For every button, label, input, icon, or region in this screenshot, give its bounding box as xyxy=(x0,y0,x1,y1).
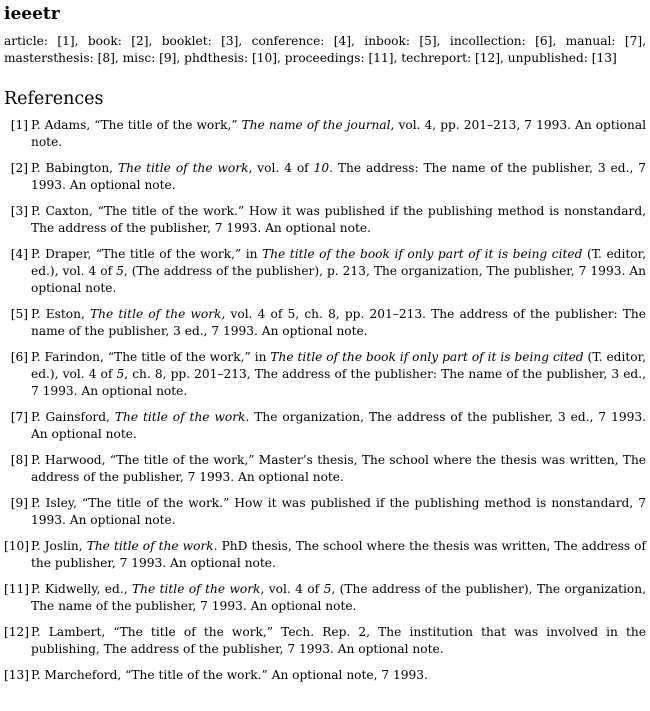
reference-number: [9] xyxy=(10,496,28,510)
reference-segment: P. Babington, xyxy=(31,161,118,175)
reference-number: [2] xyxy=(10,161,28,175)
reference-item xyxy=(4,160,646,194)
citations-line: article: [1], book: [2], booklet: [3], conference: [4], inbook: [5], incollection: [6], manual: [7], mastersthesis: [8], misc: [9], phdthesis: [10], proceedings: [11], techreport: [12], unpublished: [13] xyxy=(4,34,646,65)
reference-number: [13] xyxy=(4,668,30,682)
reference-item xyxy=(4,452,646,486)
reference-segment: P. Isley, “The title of the work.” How it was published if the publishing method is nonstandard, 7 1993. An optional note. xyxy=(31,496,646,527)
reference-italic-segment: 5 xyxy=(116,367,125,381)
reference-segment: . The organization, The address of the publisher, 3 ed., 7 1993. An optional note. xyxy=(31,410,646,441)
reference-item xyxy=(4,581,646,615)
reference-item xyxy=(4,306,646,340)
reference-item xyxy=(4,667,646,684)
reference-text xyxy=(31,453,646,484)
reference-segment: . The address: The name of the publisher, 3 ed., 7 1993. An optional note. xyxy=(31,161,646,192)
reference-text xyxy=(31,247,646,295)
reference-italic-segment: 10 xyxy=(313,161,330,175)
reference-text xyxy=(31,539,646,570)
reference-italic-segment: The title of the work xyxy=(132,582,261,596)
reference-item xyxy=(4,349,646,400)
reference-segment: , ch. 8, pp. 201–213, The address of the publisher: The name of the publisher, 3 ed., 7 1993. An optional note. xyxy=(31,367,646,398)
reference-number: [8] xyxy=(10,453,28,467)
reference-italic-segment: The title of the book if only part of it is being cited xyxy=(262,247,583,261)
reference-segment: P. Joslin, xyxy=(31,539,87,553)
reference-segment: , vol. 4 of 5, ch. 8, pp. 201–213. The address of the publisher: The name of the publisher, 3 ed., 7 1993. An optional note. xyxy=(31,307,646,338)
reference-item xyxy=(4,409,646,443)
reference-segment: P. Farindon, “The title of the work,” in xyxy=(31,350,271,364)
reference-segment: . PhD thesis, The school where the thesis was written, The address of the publisher, 7 1993. An optional note. xyxy=(31,539,646,570)
reference-segment: , (The address of the publisher), p. 213, The organization, The publisher, 7 1993. An optional note. xyxy=(31,264,646,295)
reference-item xyxy=(4,246,646,297)
reference-segment: , vol. 4 of xyxy=(248,161,314,175)
reference-italic-segment: The title of the work xyxy=(114,410,246,424)
reference-text xyxy=(31,410,646,441)
reference-segment: P. Kidwelly, ed., xyxy=(31,582,132,596)
reference-text xyxy=(31,350,646,398)
reference-italic-segment: The title of the book if only part of it is being cited xyxy=(270,350,584,364)
reference-italic-segment: 5 xyxy=(323,582,332,596)
reference-italic-segment: The title of the work xyxy=(90,307,222,321)
reference-text xyxy=(31,118,646,149)
reference-item xyxy=(4,117,646,151)
reference-text xyxy=(31,161,646,192)
document-title: ieeetr xyxy=(4,4,60,24)
reference-segment: , vol. 4 of xyxy=(260,582,324,596)
reference-segment: P. Draper, “The title of the work,” in xyxy=(31,247,263,261)
reference-segment: , (The address of the publisher), The organization, The name of the publisher, 7 1993. An optional note. xyxy=(31,582,646,613)
reference-segment: (T. editor, ed.), vol. 4 of xyxy=(31,247,646,278)
reference-number: [5] xyxy=(10,307,28,321)
reference-italic-segment: 5 xyxy=(116,264,124,278)
reference-number: [1] xyxy=(10,118,28,132)
reference-item xyxy=(4,495,646,529)
reference-italic-segment: The name of the journal xyxy=(241,118,391,132)
reference-italic-segment: The title of the work xyxy=(86,539,214,553)
references-list xyxy=(4,117,646,684)
reference-number: [7] xyxy=(10,410,28,424)
reference-segment: (T. editor, ed.), vol. 4 of xyxy=(31,350,646,381)
reference-item xyxy=(4,624,646,658)
reference-segment: P. Harwood, “The title of the work,” Master’s thesis, The school where the thesis was written, The address of the publisher, 7 1993. An optional note. xyxy=(31,453,646,484)
references-heading: References xyxy=(4,89,104,109)
reference-number: [3] xyxy=(10,204,28,218)
reference-item xyxy=(4,203,646,237)
reference-number: [12] xyxy=(4,625,30,639)
reference-segment: P. Lambert, “The title of the work,” Tech. Rep. 2, The institution that was involved in the publishing, The address of the publisher, 7 1993. An optional note. xyxy=(31,625,646,656)
reference-text xyxy=(31,204,646,235)
reference-segment: P. Marcheford, “The title of the work.” An optional note, 7 1993. xyxy=(31,668,428,682)
reference-text xyxy=(31,625,646,656)
reference-text xyxy=(31,307,646,338)
reference-text xyxy=(31,668,428,682)
reference-segment: P. Adams, “The title of the work,” xyxy=(31,118,242,132)
reference-number: [4] xyxy=(10,247,28,261)
reference-text xyxy=(31,496,646,527)
reference-segment: , vol. 4, pp. 201–213, 7 1993. An optional note. xyxy=(31,118,647,149)
reference-number: [6] xyxy=(10,350,28,364)
reference-number: [11] xyxy=(4,582,30,596)
reference-segment: P. Caxton, “The title of the work.” How it was published if the publishing method is nonstandard, The address of the publisher, 7 1993. An optional note. xyxy=(31,204,646,235)
reference-text xyxy=(31,582,646,613)
reference-italic-segment: The title of the work xyxy=(117,161,249,175)
reference-segment: P. Eston, xyxy=(31,307,91,321)
reference-number: [10] xyxy=(4,539,30,553)
reference-segment: P. Gainsford, xyxy=(31,410,115,424)
reference-item xyxy=(4,538,646,572)
